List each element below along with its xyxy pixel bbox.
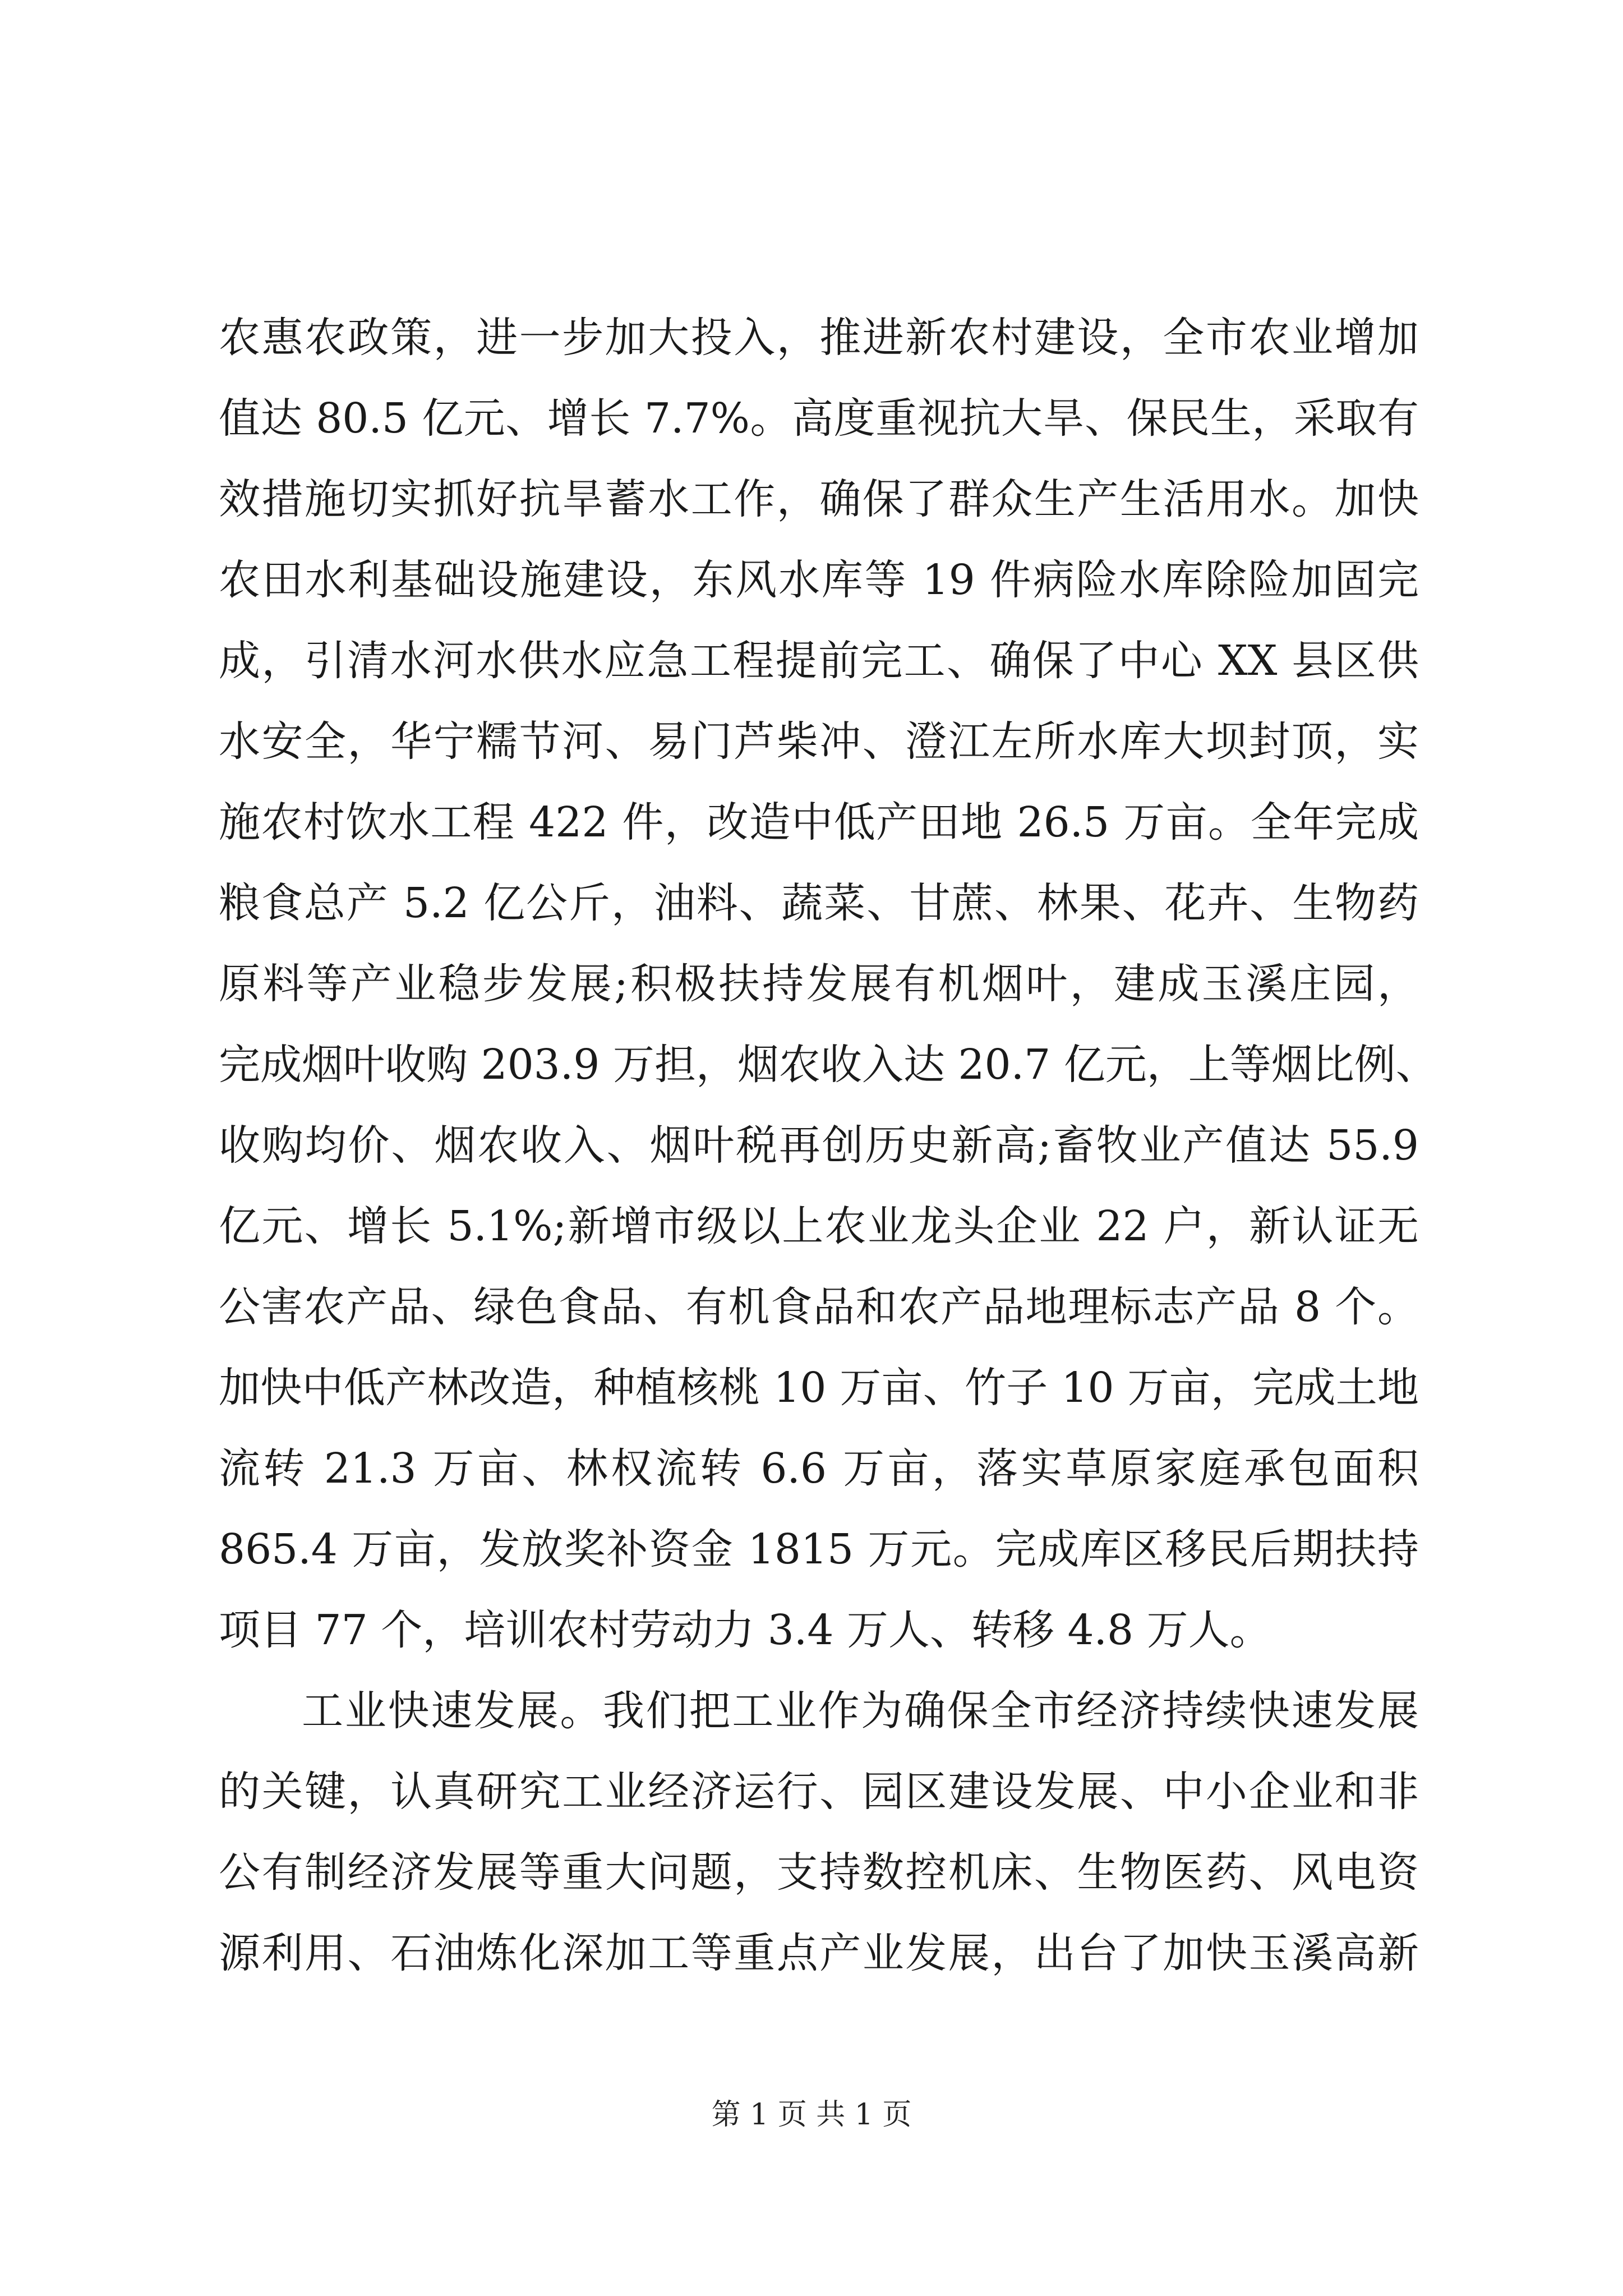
paragraph-1-line-15: 流转 21.3 万亩、林权流转 6.6 万亩，落实草原家庭承包面积 — [219, 1444, 1419, 1493]
paragraph-1-line-10: 完成烟叶收购 203.9 万担，烟农收入达 20.7 亿元，上等烟比例、 — [219, 1041, 1437, 1089]
paragraph-1-line-17: 项目 77 个，培训农村劳动力 3.4 万人、转移 4.8 万人。 — [219, 1606, 1271, 1654]
paragraph-1-line-14: 加快中低产林改造，种植核桃 10 万亩、竹子 10 万亩，完成土地 — [219, 1364, 1419, 1412]
paragraph-2-line-1: 工业快速发展。我们把工业作为确保全市经济持续快速发展 — [302, 1687, 1419, 1735]
paragraph-2-line-4: 源利用、石油炼化深加工等重点产业发展，出台了加快玉溪高新 — [219, 1929, 1419, 1977]
paragraph-1-line-5: 成，引清水河水供水应急工程提前完工、确保了中心 XX 县区供 — [219, 637, 1419, 685]
paragraph-1-line-3: 效措施切实抓好抗旱蓄水工作，确保了群众生产生活用水。加快 — [219, 475, 1419, 523]
paragraph-1-line-7: 施农村饮水工程 422 件，改造中低产田地 26.5 万亩。全年完成 — [219, 798, 1419, 846]
paragraph-1-line-6: 水安全，华宁糯节河、易门芦柴冲、澄江左所水库大坝封顶，实 — [219, 717, 1419, 766]
paragraph-1-line-11: 收购均价、烟农收入、烟叶税再创历史新高;畜牧业产值达 55.9 — [219, 1121, 1419, 1170]
paragraph-1-line-12: 亿元、增长 5.1%;新增市级以上农业龙头企业 22 户，新认证无 — [219, 1202, 1419, 1250]
page-footer — [0, 2095, 1623, 2134]
paragraph-1-line-13: 公害农产品、绿色食品、有机食品和农产品地理标志产品 8 个。 — [219, 1283, 1419, 1331]
paragraph-1-line-4: 农田水利基础设施建设，东风水库等 19 件病险水库除险加固完 — [219, 556, 1419, 604]
paragraph-1-line-8: 粮食总产 5.2 亿公斤，油料、蔬菜、甘蔗、林果、花卉、生物药 — [219, 879, 1419, 927]
paragraph-2-line-2: 的关键，认真研究工业经济运行、园区建设发展、中小企业和非 — [219, 1768, 1419, 1816]
document-body — [219, 297, 1437, 1994]
page-number-label: 第 1 页 共 1 页 — [711, 2098, 912, 2132]
paragraph-1-line-2: 值达 80.5 亿元、增长 7.7%。高度重视抗大旱、保民生，采取有 — [219, 394, 1419, 443]
paragraph-2-line-3: 公有制经济发展等重大问题，支持数控机床、生物医药、风电资 — [219, 1848, 1419, 1897]
paragraph-1-line-1: 农惠农政策，进一步加大投入，推进新农村建设，全市农业增加 — [219, 314, 1419, 362]
paragraph-1-line-16: 865.4 万亩，发放奖补资金 1815 万元。完成库区移民后期扶持 — [219, 1525, 1419, 1573]
paragraph-1-line-9: 原料等产业稳步发展;积极扶持发展有机烟叶，建成玉溪庄园， — [219, 960, 1419, 1008]
